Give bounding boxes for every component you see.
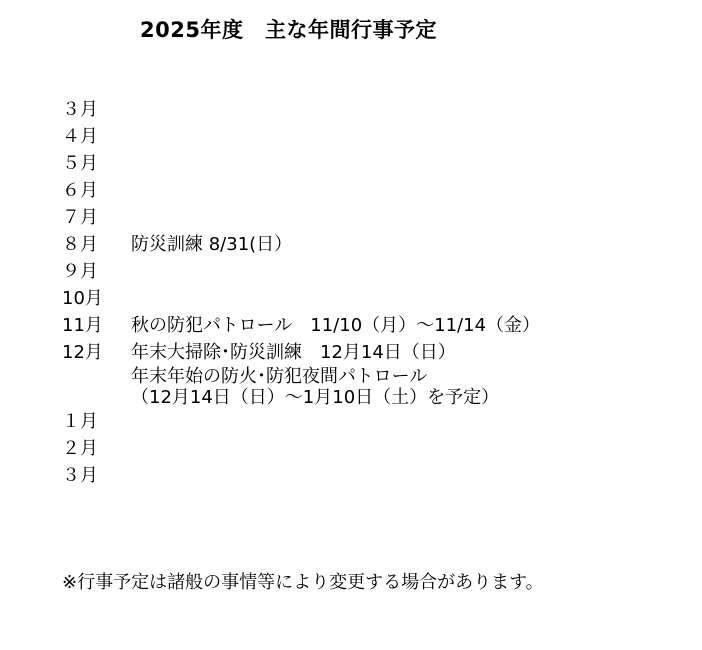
schedule-event: 防災訓練 8/31(日）: [131, 234, 293, 255]
schedule-row: [62, 312, 682, 339]
schedule-row: [62, 258, 682, 285]
schedule-row: [62, 204, 682, 231]
schedule-month: ７月: [62, 207, 98, 228]
schedule-month: 11月: [62, 315, 103, 336]
schedule-month: １月: [62, 411, 98, 432]
schedule-month: 12月: [62, 342, 103, 363]
schedule-month: ２月: [62, 438, 98, 459]
schedule-month: ６月: [62, 180, 98, 201]
schedule-month: ４月: [62, 126, 98, 147]
schedule-row: [62, 408, 682, 435]
schedule-month: 10月: [62, 288, 103, 309]
schedule-event: 年末大掃除･防災訓練 12月14日（日）: [131, 342, 456, 363]
schedule-month: ３月: [62, 465, 98, 486]
schedule-row: [62, 123, 682, 150]
schedule-row: [62, 462, 682, 489]
schedule-row: [62, 150, 682, 177]
schedule-row: [62, 177, 682, 204]
schedule-event: 年末年始の防火･防犯夜間パトロール: [131, 366, 428, 387]
schedule-events: [131, 339, 499, 408]
schedule-list: [62, 96, 682, 489]
schedule-month: ８月: [62, 234, 98, 255]
schedule-events: [131, 312, 540, 339]
footnote: ※行事予定は諸般の事情等により変更する場合があります。: [62, 572, 544, 593]
schedule-event: 秋の防犯パトロール 11/10（月）～11/14（金）: [131, 315, 541, 336]
schedule-event: （12月14日（日）～1月10日（土）を予定）: [131, 387, 500, 408]
schedule-row: [62, 285, 682, 312]
schedule-row: [62, 339, 682, 408]
schedule-row: [62, 435, 682, 462]
schedule-month: ５月: [62, 153, 98, 174]
schedule-month: ９月: [62, 261, 98, 282]
schedule-events: [131, 231, 292, 258]
page-title: 2025年度 主な年間行事予定: [140, 18, 437, 42]
schedule-row: [62, 231, 682, 258]
schedule-month: ３月: [62, 99, 98, 120]
schedule-row: [62, 96, 682, 123]
